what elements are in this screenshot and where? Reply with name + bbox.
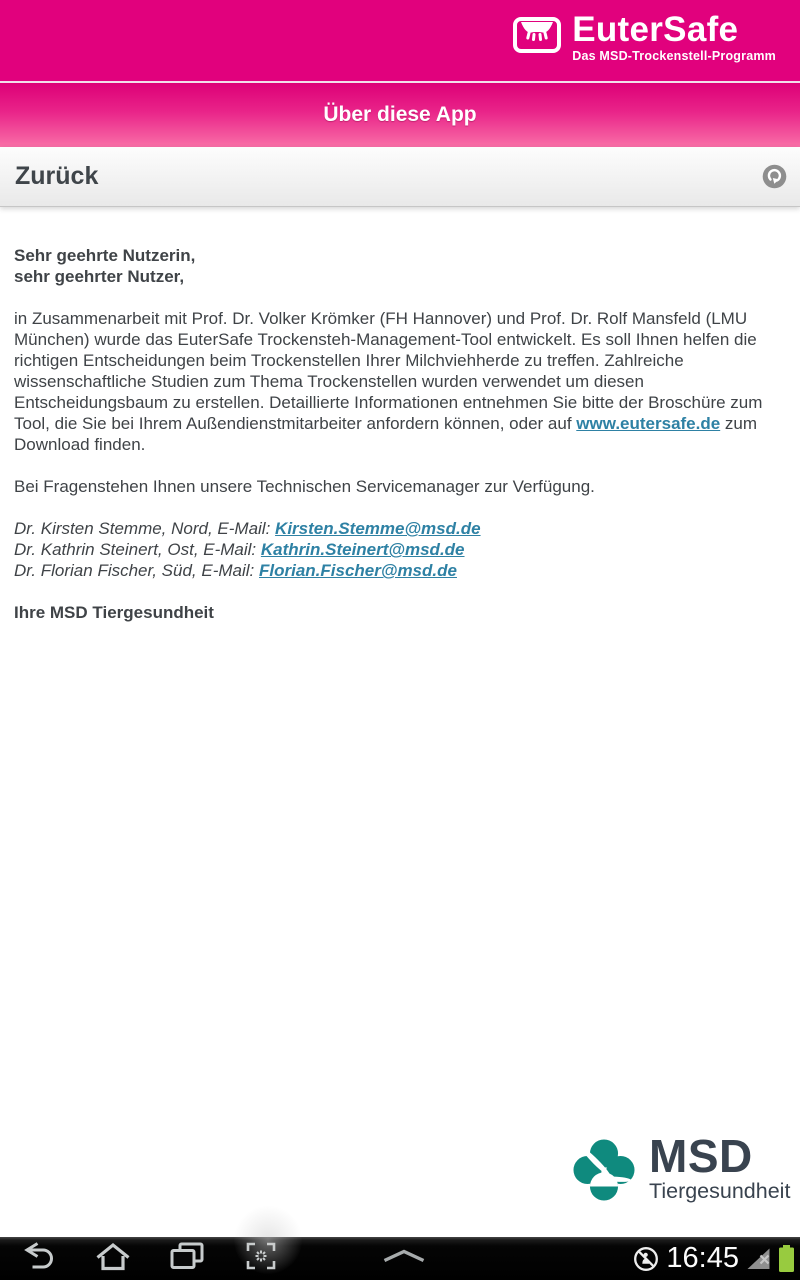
eutersafe-logo (513, 12, 776, 63)
recents-icon (170, 1242, 204, 1276)
home-icon (95, 1242, 131, 1276)
brand-name: EuterSafe (572, 10, 739, 49)
back-label: Zurück (15, 162, 99, 190)
back-icon (24, 1242, 54, 1275)
contact-prefix: Dr. Florian Fischer, Süd, E-Mail: (14, 561, 259, 580)
contact-line (14, 560, 786, 581)
recents-nav-button[interactable] (164, 1237, 210, 1280)
msd-brand: MSD (649, 1130, 753, 1182)
msd-text (649, 1130, 791, 1204)
home-nav-button[interactable] (90, 1237, 136, 1280)
contact-prefix: Dr. Kathrin Steinert, Ost, E-Mail: (14, 540, 261, 559)
msd-subtitle: Tiergesundheit (649, 1179, 791, 1203)
screenshot-nav-button[interactable] (238, 1237, 284, 1280)
contact-list (14, 518, 786, 581)
blocking-mode-icon (633, 1246, 659, 1272)
back-nav-button[interactable] (16, 1237, 62, 1280)
email-link-kathrin-steinert[interactable]: Kathrin.Steinert@msd.de (260, 540, 465, 559)
intro-text-1: in Zusammenarbeit mit Prof. Dr. Volker Krömker (FH Hannover) und Prof. Dr. Rolf Mansfeld (LMU München) wurde das EuterSafe Trockensteh-Management-Tool entwickelt. Es soll Ihnen helfen die richtigen Entscheidungen beim Trockenstellen Ihrer Milchviehherde zu treffen. Zahlreiche wissenschaftliche Studien zum Thema Trockenstellen wurden verwendet um diesen Entscheidungsbaum zu erstellen. Detaillierte Informationen entnehmen Sie bitte der Broschüre zum Tool, die Sie bei Ihrem Außendienstmitarbeiter anfordern können, oder auf (14, 309, 763, 433)
msd-tiergesundheit-logo (573, 1130, 791, 1204)
brand-text (572, 12, 776, 63)
contact-line (14, 539, 786, 560)
udder-icon (513, 17, 561, 58)
contact-line (14, 518, 786, 539)
hide-bar-icon (382, 1249, 426, 1268)
signature: Ihre MSD Tiergesundheit (14, 603, 214, 622)
clock: 16:45 (666, 1242, 739, 1274)
page-title: Über diese App (323, 103, 477, 126)
email-link-florian-fischer[interactable]: Florian.Fischer@msd.de (259, 561, 457, 580)
intro-text-2: zum Download finden. (14, 414, 758, 454)
salutation (14, 245, 786, 287)
salutation-line1: Sehr geehrte Nutzerin, (14, 246, 196, 265)
screenshot-icon (246, 1242, 276, 1275)
support-paragraph: Bei Fragenstehen Ihnen unsere Technischen Servicemanager zur Verfügung. (14, 477, 595, 496)
back-button-row[interactable] (0, 147, 800, 207)
android-navbar (0, 1237, 800, 1280)
email-link-kirsten-stemme[interactable]: Kirsten.Stemme@msd.de (275, 519, 481, 538)
eutersafe-website-link[interactable]: www.eutersafe.de (576, 414, 721, 433)
msd-symbol-icon (573, 1139, 635, 1201)
brand-tagline: Das MSD-Trockenstell-Programm (572, 49, 776, 63)
circular-arrow-icon[interactable] (762, 164, 787, 189)
salutation-line2: sehr geehrter Nutzer, (14, 267, 185, 286)
hide-bar-button[interactable] (381, 1237, 427, 1280)
battery-icon (778, 1244, 795, 1273)
about-text (0, 208, 800, 1237)
status-cluster (633, 1237, 795, 1280)
contact-prefix: Dr. Kirsten Stemme, Nord, E-Mail: (14, 519, 276, 538)
intro-paragraph (14, 308, 786, 455)
page-titlebar (0, 83, 800, 147)
no-signal-icon (746, 1248, 771, 1270)
app-header (0, 0, 800, 83)
